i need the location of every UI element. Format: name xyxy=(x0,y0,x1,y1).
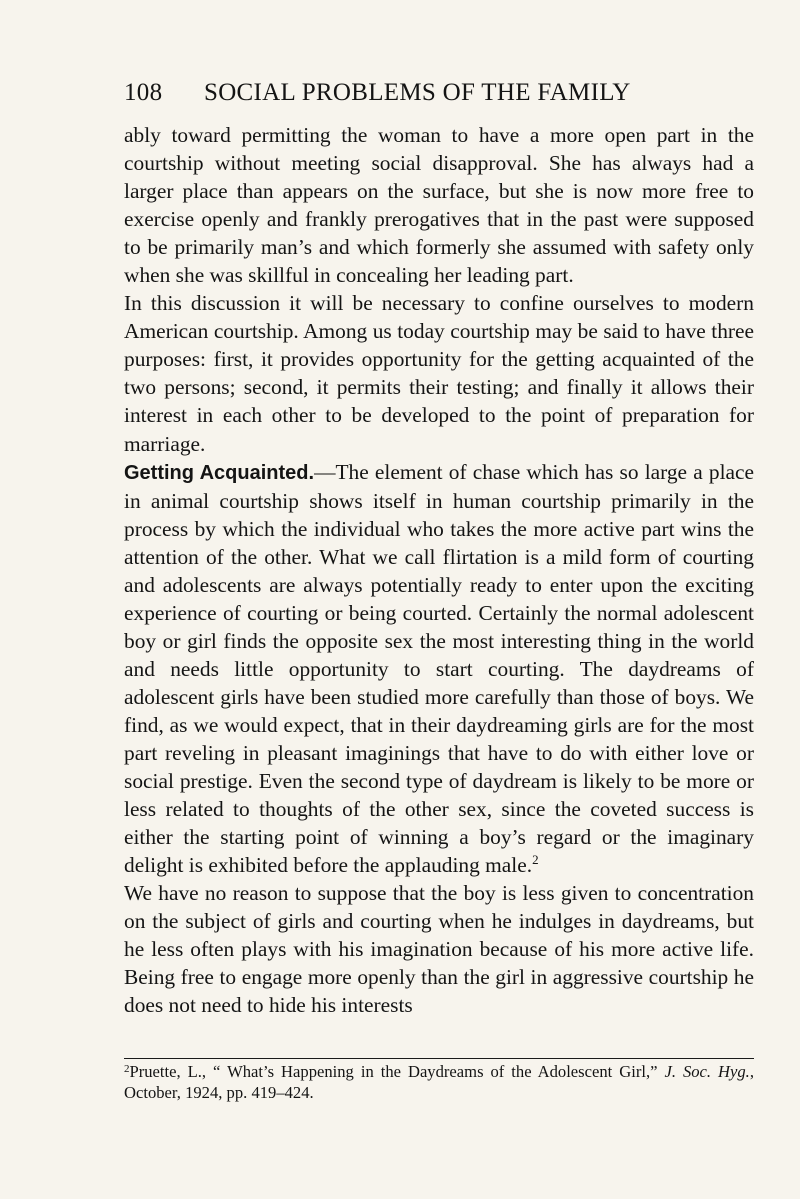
footnote-text-after: , October, 1924, pp. 419–424. xyxy=(124,1062,754,1102)
body-text xyxy=(124,121,754,1020)
footnote-mark: 2 xyxy=(124,1063,130,1075)
paragraph-3-text: —The element of chase which has so large a place in animal courtship shows itself in human courtship primarily in the process by which the individual who takes the more active part wins the attention of the other. What we call flirtation is a mild form of courting and adolescents are always potentially ready to enter upon the exciting experience of courting or being courted. Certainly the normal adolescent boy or girl finds the opposite sex the most interesting thing in the world and needs little opportunity to start courting. The daydreams of adolescent girls have been studied more carefully than those of boys. We find, as we would expect, that in their daydreaming girls are for the most part reveling in pleasant imaginings that have to do with either love or social prestige. Even the second type of daydream is likely to be more or less related to thoughts of the other sex, since the coveted success is either the starting point of winning a boy’s regard or the imaginary delight is exhibited before the applauding male. xyxy=(124,459,754,878)
section-heading: Getting Acquainted. xyxy=(124,461,315,484)
paragraph-4: We have no reason to suppose that the boy is less given to concentration on the subject of girls and courting when he indulges in daydreams, but he less often plays with his imagination because of his more active life. Being free to engage more openly than the girl in aggressive courtship he does not need to hide his interests xyxy=(124,881,754,1018)
page-number: 108 xyxy=(124,79,163,106)
footnote-reference: 2 xyxy=(532,852,539,868)
running-title: SOCIAL PROBLEMS OF THE FAMILY xyxy=(204,79,631,106)
footnote-divider xyxy=(124,1058,754,1059)
footnote-text-before: Pruette, L., “ What’s Happening in the Daydreams of the Adolescent Girl,” xyxy=(129,1062,665,1081)
paragraph-1: ably toward permitting the woman to have a more open part in the courtship without meeting social disapproval. She has always had a larger place than appears on the surface, but she is now more free to exercise openly and frankly prerogatives that in the past were supposed to be primarily man’s and which formerly she assumed with safety only when she was skillful in concealing her leading part. xyxy=(124,123,754,288)
footnote-journal: J. Soc. Hyg. xyxy=(664,1062,750,1081)
paragraph-3 xyxy=(124,458,754,880)
footnote xyxy=(124,1061,754,1103)
paragraph-2: In this discussion it will be necessary to confine ourselves to modern American courtship. Among us today courtship may be said to have three purposes: first, it provides opportunity for the getting acquainted of the two persons; second, it permits their testing; and finally it allows their interest in each other to be developed to the point of preparation for marriage. xyxy=(124,291,754,456)
